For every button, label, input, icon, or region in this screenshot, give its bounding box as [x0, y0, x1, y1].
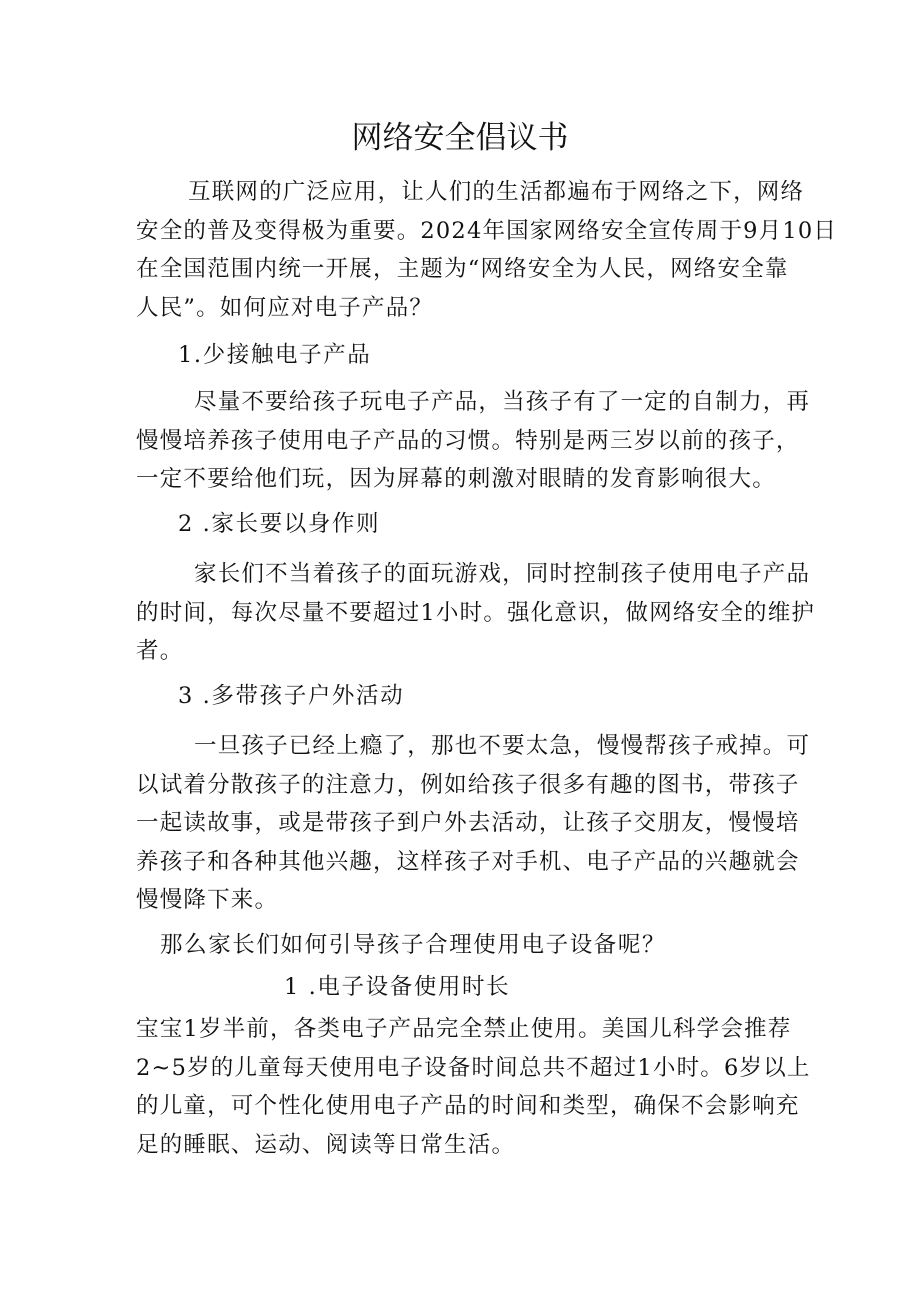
paragraph-line: 在全国范围内统一开展，主题为“网络安全为人民，网络安全靠: [136, 256, 789, 283]
paragraph-line: 慢慢降下来。: [136, 887, 279, 914]
paragraph-line: 慢慢培养孩子使用电子产品的习惯。特别是两三岁以前的孩子，: [136, 427, 800, 454]
paragraph-line: 者。: [136, 638, 184, 665]
paragraph-line: 人民”。如何应对电子产品？: [136, 294, 434, 321]
intro-paragraph: [136, 173, 838, 327]
guidance-question: 那么家长们如何引导孩子合理使用电子设备呢？: [160, 932, 667, 958]
subsection-1-paragraph: [136, 1010, 811, 1164]
paragraph-line: 安全的普及变得极为重要。2024年国家网络安全宣传周于9月10日: [136, 217, 838, 244]
paragraph-line: 的儿童，可个性化使用电子产品的时间和类型，确保不会影响充: [136, 1093, 800, 1120]
section-heading-1: 1.少接触电子产品: [178, 342, 372, 368]
paragraph-line: 的时间，每次尽量不要超过1小时。强化意识，做网络安全的维护: [136, 599, 816, 626]
paragraph-line: 互联网的广泛应用，让人们的生活都遍布于网络之下，网络: [188, 179, 805, 205]
section-1-paragraph: [136, 383, 811, 499]
paragraph-line: 一旦孩子已经上瘾了，那也不要太急，慢慢帮孩子戒掉。可: [194, 733, 811, 759]
document-title: 网络安全倡议书: [351, 120, 569, 156]
paragraph-line: 一起读故事，或是带孩子到户外去活动，让孩子交朋友，慢慢培: [136, 810, 800, 837]
section-heading-3: 3 .多带孩子户外活动: [178, 683, 405, 709]
paragraph-line: 家长们不当着孩子的面玩游戏，同时控制孩子使用电子产品: [194, 561, 811, 587]
paragraph-line: 足的睡眠、运动、阅读等日常生活。: [136, 1131, 516, 1158]
paragraph-line: 一定不要给他们玩，因为屏幕的刺激对眼睛的发育影响很大。: [136, 466, 776, 493]
section-3-paragraph: [136, 727, 811, 920]
subsection-heading-1: 1 .电子设备使用时长: [284, 974, 511, 1000]
paragraph-line: 尽量不要给孩子玩电子产品，当孩子有了一定的自制力，再: [194, 389, 811, 415]
paragraph-line: 2~5岁的儿童每天使用电子设备时间总共不超过1小时。6岁以上: [136, 1054, 811, 1081]
section-2-paragraph: [136, 555, 816, 671]
paragraph-line: 宝宝1岁半前，各类电子产品完全禁止使用。美国儿科学会推荐: [136, 1016, 792, 1042]
paragraph-line: 养孩子和各种其他兴趣，这样孩子对手机、电子产品的兴趣就会: [136, 848, 800, 875]
section-heading-2: 2 .家长要以身作则: [178, 511, 381, 537]
paragraph-line: 以试着分散孩子的注意力，例如给孩子很多有趣的图书，带孩子: [136, 771, 800, 798]
